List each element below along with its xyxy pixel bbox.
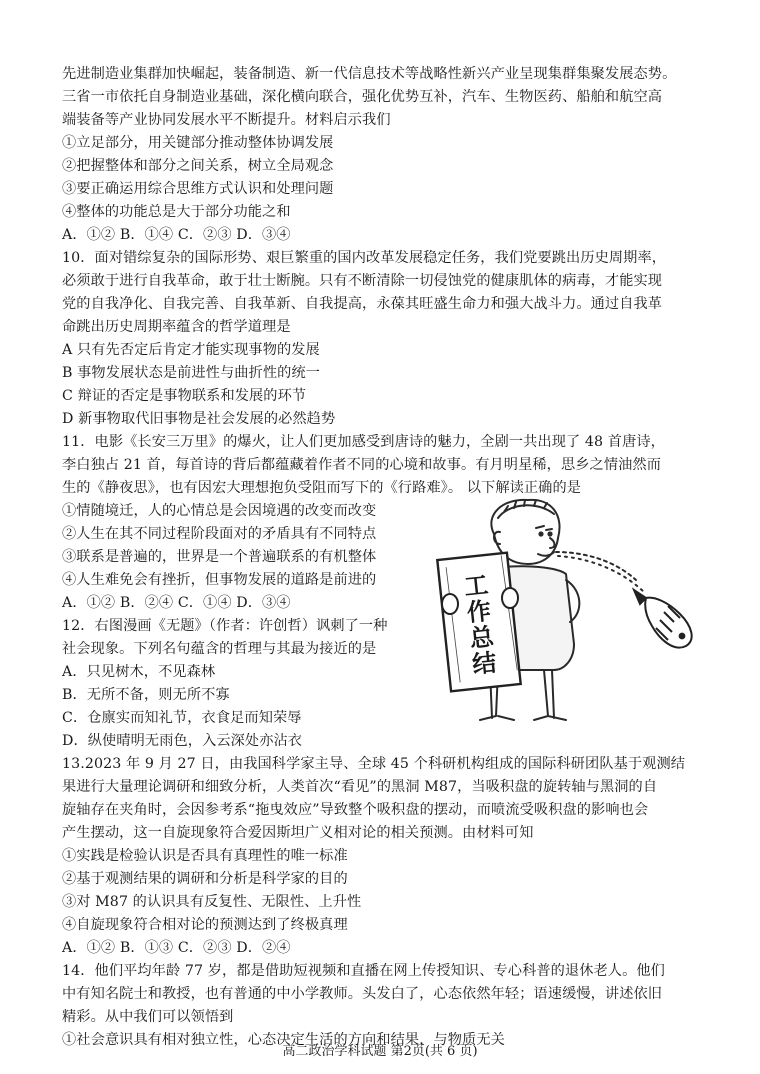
text-line: C 辩证的否定是事物联系和发展的环节: [62, 388, 307, 404]
text-line: D 新事物取代旧事物是社会发展的必然趋势: [62, 411, 336, 427]
text-line: A．①② B．①③ C．②③ D．②④: [62, 940, 291, 956]
text-line: ①社会意识具有相对独立性，心态决定生活的方向和结果，与物质无关: [62, 1032, 505, 1048]
text-line: 旋轴存在夹角时，会因参考系“拖曳效应”导致整个吸积盘的摆动，而喷流受吸积盘的影响也会: [62, 802, 649, 818]
text-line: 12．右图漫画《无题》（作者：许创哲）讽刺了一种: [62, 618, 388, 634]
text-line: D．纵使晴明无雨色，入云深处亦沾衣: [62, 733, 303, 749]
report-paper: [437, 553, 520, 692]
fish-icon: [634, 590, 692, 648]
text-line: A．①② B．②④ C．①④ D．③④: [62, 595, 291, 611]
text-line: ④整体的功能总是大于部分功能之和: [62, 204, 291, 220]
paper-char: 作: [465, 596, 493, 628]
text-line: A 只有先否定后肯定才能实现事物的发展: [62, 342, 320, 358]
cartoon-illustration: [424, 494, 714, 730]
text-line: ①立足部分，用关键部分推动整体协调发展: [62, 135, 334, 151]
text-line: 10．面对错综复杂的国际形势、艰巨繁重的国内改革发展稳定任务，我们党要跳出历史周期率，: [62, 250, 667, 266]
text-line: 李白独占 21 首，每首诗的背后都蕴藏着作者不同的心境和故事。有月明星稀，思乡之情油然而: [62, 457, 661, 473]
text-line: B 事物发展状态是前进性与曲折性的统一: [62, 365, 321, 381]
text-line: 社会现象。下列名句蕴含的哲理与其最为接近的是: [62, 641, 377, 657]
text-line: 产生摆动，这一自旋现象符合爱因斯坦广义相对论的相关预测。由材料可知: [62, 825, 534, 841]
text-line: 三省一市依托自身制造业基础，深化横向联合，强化优势互补，汽车、生物医药、船舶和航空高: [62, 89, 663, 105]
paper-char: 工: [462, 570, 490, 602]
text-line: ④人生难免会有挫折，但事物发展的道路是前进的: [62, 572, 377, 588]
text-line: A．①② B．①④ C．②③ D．③④: [62, 227, 291, 243]
text-line: ②人生在其不同过程阶段面对的矛盾具有不同特点: [62, 526, 377, 542]
paper-char: 总: [468, 622, 496, 653]
text-line: ①实践是检验认识是否具有真理性的唯一标准: [62, 848, 348, 864]
text-line: 命跳出历史周期率蕴含的哲学道理是: [62, 319, 291, 335]
paper-char: 结: [470, 648, 498, 679]
text-line: 13.2023 年 9 月 27 日，由我国科学家主导、全球 45 个科研机构组成的国际科研团队基于观测结: [62, 756, 686, 772]
text-line: 精彩。从中我们可以领悟到: [62, 1009, 234, 1025]
text-line: ①情随境迁，人的心情总是会因境遇的改变而改变: [62, 503, 377, 519]
text-line: 果进行大量理论调研和细致分析，人类首次“看见”的黑洞 M87，当吸积盘的旋转轴与黑洞的自: [62, 779, 658, 795]
text-line: ②把握整体和部分之间关系，树立全局观念: [62, 158, 334, 174]
page-footer: 高二政治学科试题 第2页(共 6 页): [282, 1044, 478, 1059]
text-line: ③要正确运用综合思维方式认识和处理问题: [62, 181, 334, 197]
text-line: 党的自我净化、自我完善、自我革新、自我提高，永葆其旺盛生命力和强大战斗力。通过自我革: [62, 296, 663, 312]
text-line: 生的《静夜思》，也有因宏大理想抱负受阻而写下的《行路难》。 以下解读正确的是: [62, 480, 582, 496]
text-line: 中有知名院士和教授，也有普通的中小学教师。头发白了，心态依然年轻；语速缓慢，讲述依旧: [62, 986, 663, 1002]
text-line: 先进制造业集群加快崛起，装备制造、新一代信息技术等战略性新兴产业呈现集群集聚发展态势。: [62, 66, 677, 82]
text-line: A．只见树木，不见森林: [62, 664, 216, 680]
text-line: ③联系是普遍的，世界是一个普遍联系的有机整体: [62, 549, 377, 565]
text-line: ④自旋现象符合相对论的预测达到了终极真理: [62, 917, 348, 933]
text-line: 14．他们平均年龄 77 岁，都是借助短视频和直播在网上传授知识、专心科普的退休老人。他们: [62, 963, 665, 979]
text-line: 必须敢于进行自我革命，敢于壮士断腕。只有不断清除一切侵蚀党的健康肌体的病毒，才能实现: [62, 273, 663, 289]
text-line: B．无所不备，则无所不寡: [62, 687, 230, 703]
text-line: 11．电影《长安三万里》的爆火，让人们更加感受到唐诗的魅力，全剧一共出现了 48 首唐诗，: [62, 434, 665, 450]
text-line: ③对 M87 的认识具有反复性、无限性、上升性: [62, 894, 362, 910]
text-line: ②基于观测结果的调研和分析是科学家的目的: [62, 871, 348, 887]
text-line: 端装备等产业协同发展水平不断提升。材料启示我们: [62, 112, 391, 128]
text-line: C．仓廪实而知礼节，衣食足而知荣辱: [62, 710, 302, 726]
